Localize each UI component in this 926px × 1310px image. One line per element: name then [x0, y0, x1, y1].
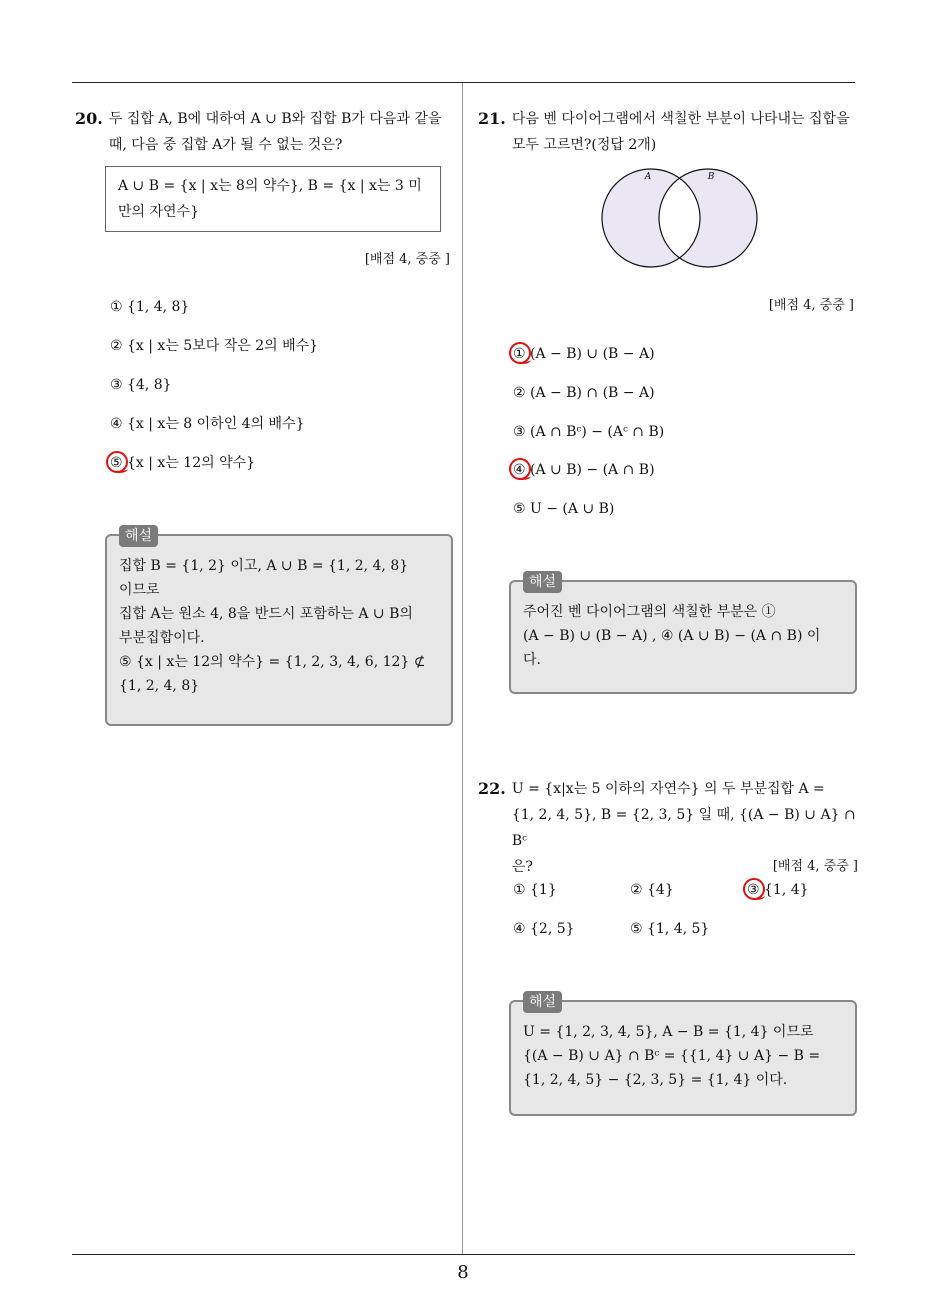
question-number: 21. — [478, 109, 506, 128]
question-number: 22. — [478, 779, 506, 798]
solution-line: {(A − B) ∪ A} ∩ Bᶜ = {{1, 4} ∪ A} − B = — [523, 1048, 821, 1064]
answer-mark-circle — [743, 878, 765, 900]
solution-line: 집합 A는 원소 4, 8을 반드시 포함하는 A ∪ B의 — [119, 606, 413, 622]
solution-box-22 — [509, 994, 857, 1116]
question-22-meta: [배점 4, 중중 ] — [772, 859, 858, 874]
choice-22-4[interactable]: ④ {2, 5} — [513, 921, 575, 937]
choice-20-4[interactable]: ④ {x | x는 8 이하인 4의 배수} — [110, 416, 305, 432]
answer-mark-circle — [509, 342, 531, 364]
question-22-header — [478, 776, 858, 880]
question-text-last-row — [512, 854, 858, 880]
choice-20-1[interactable]: ① {1, 4, 8} — [110, 299, 190, 315]
solution-line: 이므로 — [119, 582, 160, 598]
question-number: 20. — [75, 109, 103, 128]
question-20-meta: [배점 4, 중중 ] — [364, 252, 450, 267]
question-21 — [478, 106, 858, 158]
answer-mark-circle — [106, 451, 128, 473]
solution-line: 부분집합이다. — [119, 630, 205, 646]
question-text-block — [512, 776, 858, 880]
solution-line: U = {1, 2, 3, 4, 5}, A − B = {1, 4} 이므로 — [523, 1024, 814, 1040]
page-number: 8 — [457, 1262, 469, 1283]
choice-21-5[interactable]: ⑤ U − (A ∪ B) — [513, 501, 615, 517]
answer-mark-circle — [509, 458, 531, 480]
solution-line: {1, 2, 4, 5} − {2, 3, 5} = {1, 4} 이다. — [523, 1072, 788, 1088]
choice-20-3[interactable]: ③ {4, 8} — [110, 377, 172, 393]
column-divider — [462, 83, 463, 1254]
choice-21-1[interactable]: ① (A − B) ∪ (B − A) — [513, 346, 655, 362]
choice-21-2[interactable]: ② (A − B) ∩ (B − A) — [513, 385, 655, 401]
venn-diagram — [600, 166, 760, 270]
question-20 — [75, 106, 453, 158]
venn-label-b: B — [707, 172, 715, 182]
question-21-header — [478, 106, 858, 158]
question-22 — [478, 776, 858, 880]
solution-label: 해설 — [523, 571, 562, 593]
solution-line: (A − B) ∪ (B − A) , ④ (A ∪ B) − (A ∩ B) 이 — [523, 628, 821, 644]
choice-22-1[interactable]: ① {1} — [513, 882, 557, 898]
solution-line: 집합 B = {1, 2} 이고, A ∪ B = {1, 2, 4, 8} — [119, 558, 409, 574]
question-21-meta: [배점 4, 중중 ] — [768, 298, 854, 313]
solution-line: 다. — [523, 652, 541, 668]
question-text-line: U = {x|x는 5 이하의 자연수} 의 두 부분집합 A = — [511, 781, 825, 797]
solution-label: 해설 — [119, 525, 158, 547]
solution-label: 해설 — [523, 991, 562, 1013]
solution-box-21 — [509, 574, 857, 694]
bottom-rule — [72, 1254, 855, 1255]
solution-line: ⑤ {x | x는 12의 약수} = {1, 2, 3, 4, 6, 12} ⊄ — [119, 654, 426, 670]
top-rule — [72, 82, 855, 83]
question-text-line: {1, 2, 4, 5}, B = {2, 3, 5} 일 때, {(A − B) ∪ A} ∩ Bᶜ — [511, 807, 856, 849]
solution-box-20 — [105, 528, 453, 726]
venn-label-a: A — [644, 172, 652, 182]
choice-21-3[interactable]: ③ (A ∩ Bᶜ) − (Aᶜ ∩ B) — [513, 424, 665, 440]
question-text: 두 집합 A, B에 대하여 A ∪ B와 집합 B가 다음과 같을 때, 다음 중 집합 A가 될 수 없는 것은? — [108, 111, 442, 153]
choice-22-3[interactable]: ③ {1, 4} — [747, 882, 809, 898]
choice-21-4[interactable]: ④ (A ∪ B) − (A ∩ B) — [513, 462, 655, 478]
solution-line: {1, 2, 4, 8} — [119, 678, 200, 694]
choice-20-5[interactable]: ⑤ {x | x는 12의 약수} — [110, 455, 256, 471]
condition-box: A ∪ B = {x | x는 8의 약수}, B = {x | x는 3 미만의 자연수} — [105, 166, 441, 232]
choice-22-5[interactable]: ⑤ {1, 4, 5} — [630, 921, 710, 937]
choice-22-2[interactable]: ② {4} — [630, 882, 674, 898]
choice-20-2[interactable]: ② {x | x는 5보다 작은 2의 배수} — [110, 338, 319, 354]
question-20-header — [75, 106, 453, 158]
solution-line: 주어진 벤 다이어그램의 색칠한 부분은 ① — [523, 604, 776, 620]
question-text: 다음 벤 다이어그램에서 색칠한 부분이 나타내는 집합을 모두 고르면?(정답 2개) — [511, 111, 850, 153]
question-text-line: 은? — [511, 859, 533, 875]
